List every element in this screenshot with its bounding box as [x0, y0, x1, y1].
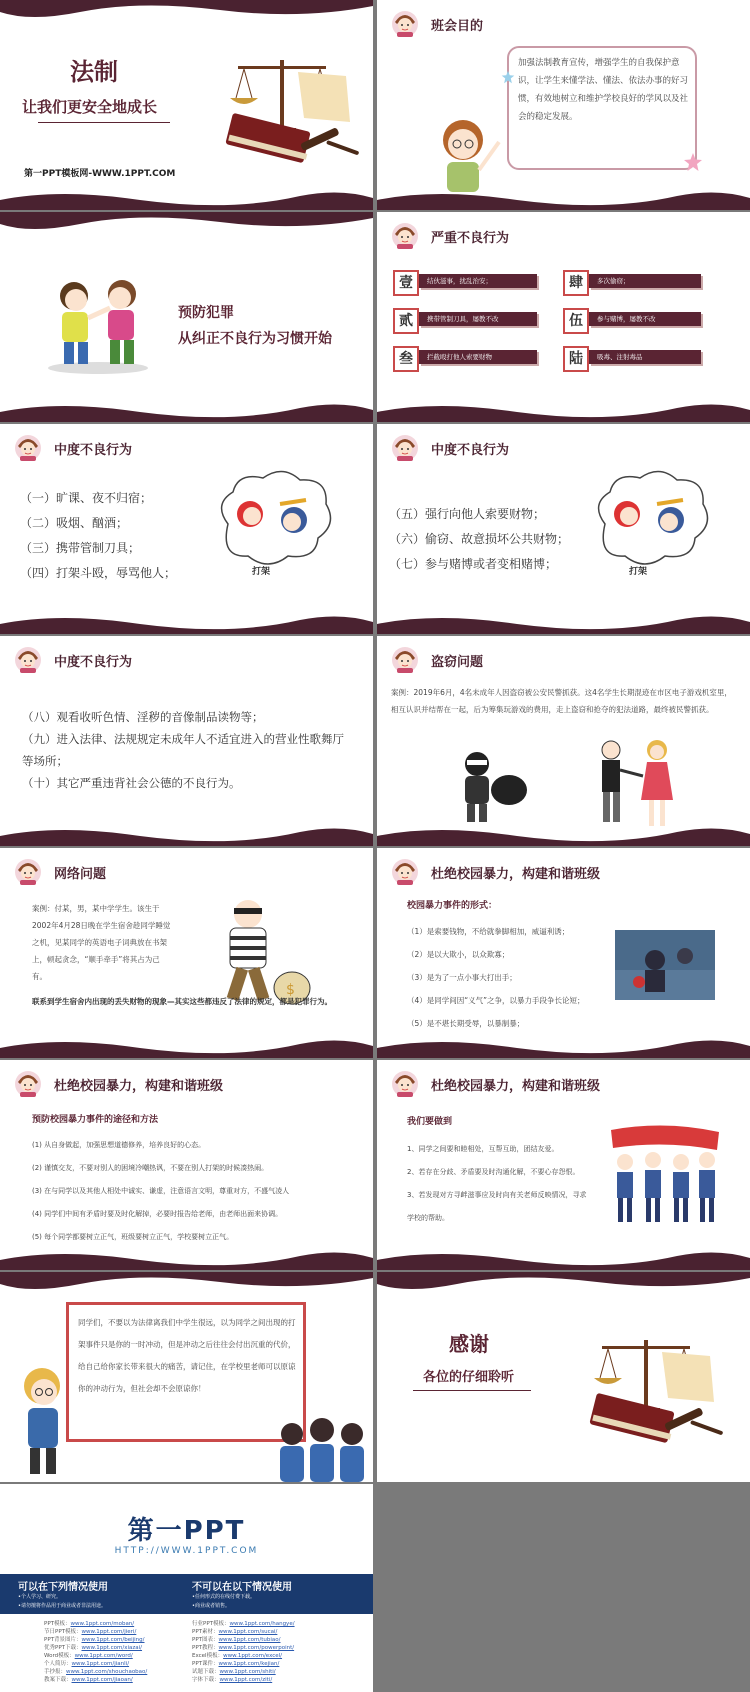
list-item: (1) 从自身做起，加强思想道德修养，培养良好的心态。	[32, 1141, 206, 1149]
teacher-illustration	[8, 1362, 78, 1477]
slide-8-theft[interactable]	[377, 636, 750, 846]
allowed-item: •请勿擅将作品用于商业或者非法用途。	[18, 1603, 106, 1609]
students-illustration	[276, 1412, 371, 1482]
serious-item-num: 伍	[563, 308, 589, 334]
list-item: (4) 同学们中间有矛盾时要及时化解掉，必要时报告给老师，由老师出面来协调。	[32, 1210, 283, 1218]
usage-banner	[0, 1574, 373, 1614]
list-item: （3）是为了一点小事大打出手；	[407, 973, 517, 982]
serious-item-text: 多次偷窃；	[589, 274, 701, 288]
bottom-wave-decoration	[377, 608, 750, 634]
serious-item-num: 壹	[393, 270, 419, 296]
brand-logo: 第一PPT	[127, 1516, 246, 1546]
bold-conclusion: 联系到学生宿舍内出现的丢失财物的现象—其实这些都违反了法律的规定，都是犯罪行为。	[32, 997, 332, 1006]
divider	[38, 122, 170, 123]
star-icon	[683, 152, 703, 172]
link-url[interactable]: www.1ppt.com/shiti/	[219, 1669, 276, 1675]
thief-illustration	[447, 746, 537, 826]
list-item: （二）吸烟、酗酒；	[20, 516, 129, 530]
link-row	[192, 1676, 295, 1684]
girl-avatar-icon	[14, 646, 42, 674]
top-wave-decoration	[377, 1272, 750, 1294]
link-label: 手抄报：	[44, 1669, 67, 1675]
slide-2-purpose[interactable]	[377, 0, 750, 210]
slide-1-title[interactable]	[0, 0, 373, 210]
fighting-kids-illustration	[38, 268, 158, 378]
bottom-wave-decoration	[0, 1032, 373, 1058]
link-label: 个人简历：	[44, 1661, 72, 1667]
link-label: PPT模板：	[44, 1621, 71, 1627]
fight-cloud-illustration	[208, 464, 338, 574]
link-row	[192, 1668, 295, 1676]
link-url[interactable]: www.1ppt.com/hangye/	[229, 1621, 295, 1627]
list-item: （2）是以大欺小，以众欺寡；	[407, 950, 510, 959]
link-row	[192, 1620, 295, 1628]
slide-subtitle: 让我们更安全地成长	[22, 98, 158, 116]
link-label: PPT图表：	[192, 1637, 219, 1643]
slide-title: 感谢	[449, 1332, 489, 1356]
link-row	[192, 1652, 295, 1660]
disallowed-title: 不可以在以下情况使用	[192, 1582, 292, 1593]
link-label: PPT素材：	[192, 1629, 219, 1635]
scale-gavel-illustration	[582, 1332, 727, 1452]
bottom-wave-decoration	[377, 820, 750, 846]
star-icon	[501, 70, 515, 84]
slide-7-moderate[interactable]	[0, 636, 373, 846]
fight-cloud-illustration	[585, 464, 715, 574]
disallowed-item: •任何形式的在线付费下载。	[192, 1594, 255, 1600]
list-item: (5) 每个同学都要树立正气，班级要树立正气，学校要树立正气。	[32, 1233, 234, 1241]
bottom-wave-decoration	[377, 1244, 750, 1270]
illustration-caption: 打架	[252, 567, 271, 577]
serious-item-num: 肆	[563, 270, 589, 296]
girl-avatar-icon	[14, 858, 42, 886]
link-row	[192, 1644, 295, 1652]
link-label: 行业PPT模板：	[192, 1621, 230, 1627]
link-url[interactable]: www.1ppt.com/ziti/	[219, 1677, 273, 1683]
girl-avatar-icon	[391, 10, 419, 38]
girl-avatar-icon	[391, 646, 419, 674]
slide-6-moderate[interactable]	[377, 424, 750, 634]
link-url[interactable]: www.1ppt.com/moban/	[70, 1621, 135, 1627]
girl-avatar-icon	[391, 1070, 419, 1098]
links-column-right	[192, 1620, 295, 1684]
link-url[interactable]: www.1ppt.com/tubiao/	[218, 1637, 281, 1643]
slide-heading: 盗窃问题	[431, 654, 484, 670]
girl-avatar-icon	[391, 434, 419, 462]
link-label: 教案下载：	[44, 1677, 72, 1683]
top-wave-decoration	[0, 0, 373, 22]
list-item: （一）旷课、夜不归宿；	[20, 491, 153, 505]
slide-12-what-to-do[interactable]	[377, 1060, 750, 1270]
link-row	[192, 1628, 295, 1636]
burglar-illustration	[188, 892, 318, 1012]
link-label: PPT课件：	[192, 1661, 219, 1667]
link-row	[192, 1660, 295, 1668]
list-item: （5）是不堪长期受辱，以暴制暴；	[407, 1019, 525, 1028]
bottom-wave-decoration	[0, 820, 373, 846]
bottom-wave-decoration	[0, 396, 373, 422]
link-label: PPT教程：	[192, 1645, 219, 1651]
bottom-wave-decoration	[0, 608, 373, 634]
serious-item-text: 参与赌博，屡教不改	[589, 312, 701, 326]
link-row	[44, 1620, 147, 1628]
robbery-illustration	[587, 736, 687, 831]
serious-item-text: 拦截殴打他人索要财物	[419, 350, 537, 364]
girl-avatar-icon	[14, 434, 42, 462]
slide-15-license[interactable]	[0, 1484, 373, 1692]
list-item: 2、若存在分歧、矛盾要及时沟通化解，不要心存怨恨。	[407, 1168, 580, 1176]
link-label: Excel模板：	[192, 1653, 224, 1659]
list-item: （七）参与赌博或者变相赌博；	[389, 557, 558, 571]
list-item: （三）携带管制刀具；	[20, 541, 141, 555]
list-item: （1）是索要钱物，不给就拳脚相加，威逼利诱；	[407, 927, 570, 936]
link-url[interactable]: www.1ppt.com/sucai/	[218, 1629, 278, 1635]
link-url[interactable]: www.1ppt.com/jieri/	[81, 1629, 137, 1635]
list-item: (2) 谨慎交友，不要对别人的困境冷嘲热讽，不要在别人打架的时候凑热闹。	[32, 1164, 269, 1172]
girl-avatar-icon	[14, 1070, 42, 1098]
slide-line-1: 预防犯罪	[178, 305, 234, 321]
slide-title: 法制	[70, 58, 118, 86]
bottom-wave-decoration	[0, 184, 373, 210]
girl-avatar-icon	[391, 858, 419, 886]
serious-item-num: 贰	[393, 308, 419, 334]
divider	[413, 1390, 531, 1391]
bottom-wave-decoration	[377, 1032, 750, 1058]
link-label: 字体下载：	[192, 1677, 220, 1683]
list-item: 1、同学之间要和睦相处，互帮互助，团结友爱。	[407, 1145, 559, 1153]
link-label: 试题下载：	[192, 1669, 220, 1675]
students-banner-illustration	[605, 1120, 725, 1230]
slide-heading: 中度不良行为	[54, 654, 133, 670]
site-label: 第一PPT模板网-WWW.1PPT.COM	[24, 169, 176, 179]
slide-heading: 杜绝校园暴力，构建和谐班级	[431, 1078, 601, 1094]
link-url[interactable]: www.1ppt.com/kejian/	[218, 1661, 280, 1667]
list-item: （十）其它严重违背社会公德的不良行为。	[22, 776, 241, 790]
disallowed-item: •商业或者销售。	[192, 1603, 230, 1609]
link-url[interactable]: www.1ppt.com/powerpoint/	[218, 1645, 295, 1651]
slide-heading: 网络问题	[54, 866, 107, 882]
list-item: （六）偷窃、故意损坏公共财物；	[389, 532, 570, 546]
brand-url[interactable]: HTTP://WWW.1PPT.COM	[114, 1546, 259, 1556]
slide-heading: 严重不良行为	[431, 230, 510, 246]
slide-10-violence-forms[interactable]	[377, 848, 750, 1058]
link-row	[44, 1660, 147, 1668]
list-item: （八）观看收听色情、淫秽的音像制品读物等；	[22, 710, 264, 724]
slide-heading: 杜绝校园暴力，构建和谐班级	[54, 1078, 224, 1094]
list-item: （四）打架斗殴，辱骂他人；	[20, 566, 177, 580]
link-row	[44, 1676, 147, 1684]
serious-item-text: 吸毒、注射毒品	[589, 350, 701, 364]
allowed-title: 可以在下列情况使用	[18, 1582, 108, 1593]
link-row	[44, 1628, 147, 1636]
section-subtitle: 我们要做到	[407, 1117, 453, 1127]
girl-avatar-icon	[391, 222, 419, 250]
link-row	[44, 1652, 147, 1660]
slide-11-prevention-methods[interactable]	[0, 1060, 373, 1270]
slide-14-thanks[interactable]	[377, 1272, 750, 1482]
purpose-text: 加强法制教育宣传，增强学生的自我保护意识，让学生来懂学法、懂法、依法办事的好习惯，有效地树立和维护学校良好的学风以及社会的稳定发展。	[518, 58, 689, 122]
link-url[interactable]: www.1ppt.com/word/	[74, 1653, 133, 1659]
slide-9-network[interactable]	[0, 848, 373, 1058]
illustration-caption: 打架	[629, 567, 648, 577]
slide-4-serious[interactable]	[377, 212, 750, 422]
top-wave-decoration	[0, 1272, 373, 1294]
serious-item-num: 陆	[563, 346, 589, 372]
slide-3-prevention[interactable]	[0, 212, 373, 422]
bottom-wave-decoration	[0, 1244, 373, 1270]
svg-text:$: $	[286, 982, 295, 998]
link-label: 优秀PPT下载：	[44, 1645, 82, 1651]
link-row	[44, 1668, 147, 1676]
link-url[interactable]: www.1ppt.com/shouchaobao/	[66, 1669, 148, 1675]
link-row	[192, 1636, 295, 1644]
section-subtitle: 校园暴力事件的形式：	[407, 901, 498, 911]
slide-heading: 中度不良行为	[54, 442, 133, 458]
list-item: 3、若发现对方寻衅滋事应及时向有关老师反映情况，寻求学校的帮助。	[407, 1191, 587, 1222]
link-url[interactable]: www.1ppt.com/jianli/	[71, 1661, 130, 1667]
list-item: （4）是同学间因“义气”之争，以暴力手段争长论短；	[407, 996, 585, 1005]
list-item: (3) 在与同学以及其他人相处中诚实、谦虚，注意语言文明，尊重对方，不盛气凌人	[32, 1187, 290, 1195]
list-item: （五）强行向他人索要财物；	[389, 507, 546, 521]
slide-line-2: 从纠正不良行为习惯开始	[178, 331, 332, 347]
serious-item-num: 叁	[393, 346, 419, 372]
slide-heading: 班会目的	[431, 18, 484, 34]
slide-5-moderate[interactable]	[0, 424, 373, 634]
link-url[interactable]: www.1ppt.com/beijing/	[81, 1637, 145, 1643]
link-label: Word模板：	[44, 1653, 75, 1659]
links-column-left	[44, 1620, 147, 1684]
reminder-text: 同学们，不要以为法律离我们中学生很远，以为同学之间出现的打架事件只是你的一时冲动，但是冲动之后往往会付出沉重的代价，给自己给你家长带来很大的痛苦，请记住，在学校里老师可以原谅你的冲动行为，但社会却不会原谅你！	[78, 1318, 296, 1393]
slide-heading: 杜绝校园暴力，构建和谐班级	[431, 866, 601, 882]
link-label: 节日PPT模板：	[44, 1629, 82, 1635]
section-subtitle: 预防校园暴力事件的途径和方法	[32, 1115, 159, 1125]
link-row	[44, 1636, 147, 1644]
link-url[interactable]: www.1ppt.com/excel/	[223, 1653, 283, 1659]
case-text: 案例：付某，男，某中学学生。该生于2002年4月28日晚在学生宿舍趁同学睡觉之机，见某同学的英语电子词典放在书架上，顿起贪念，“顺手牵手”将其占为己有。	[32, 904, 171, 981]
bottom-wave-decoration	[377, 184, 750, 210]
list-item: （九）进入法律、法规规定未成年人不适宜进入的营业性歌舞厅等场所；	[22, 732, 344, 768]
slide-13-reminder[interactable]	[0, 1272, 373, 1482]
slide-subtitle: 各位的仔细聆听	[423, 1370, 515, 1385]
bottom-wave-decoration	[377, 396, 750, 422]
scale-gavel-illustration	[218, 52, 363, 172]
serious-item-text: 结伙滋事，扰乱治安；	[419, 274, 537, 288]
link-label: PPT背景图片：	[44, 1637, 82, 1643]
serious-item-text: 携带管制刀具，屡教不改	[419, 312, 537, 326]
link-url[interactable]: www.1ppt.com/jiaoan/	[71, 1677, 133, 1683]
case-text: 案例：2019年6月，4名未成年人因盗窃被公安民警抓获。这4名学生长期混迹在市区电子游戏机室里，相互认识并结帮在一起，后为筹集玩游戏的费用，走上盗窃和抢夺的犯法道路，最终被民警抓获。	[391, 688, 732, 714]
allowed-item: •个人学习、研究。	[18, 1594, 61, 1600]
link-row	[44, 1644, 147, 1652]
bullying-photo	[615, 930, 715, 1000]
top-wave-decoration	[0, 212, 373, 234]
slide-heading: 中度不良行为	[431, 442, 510, 458]
link-url[interactable]: www.1ppt.com/xiazai/	[81, 1645, 143, 1651]
